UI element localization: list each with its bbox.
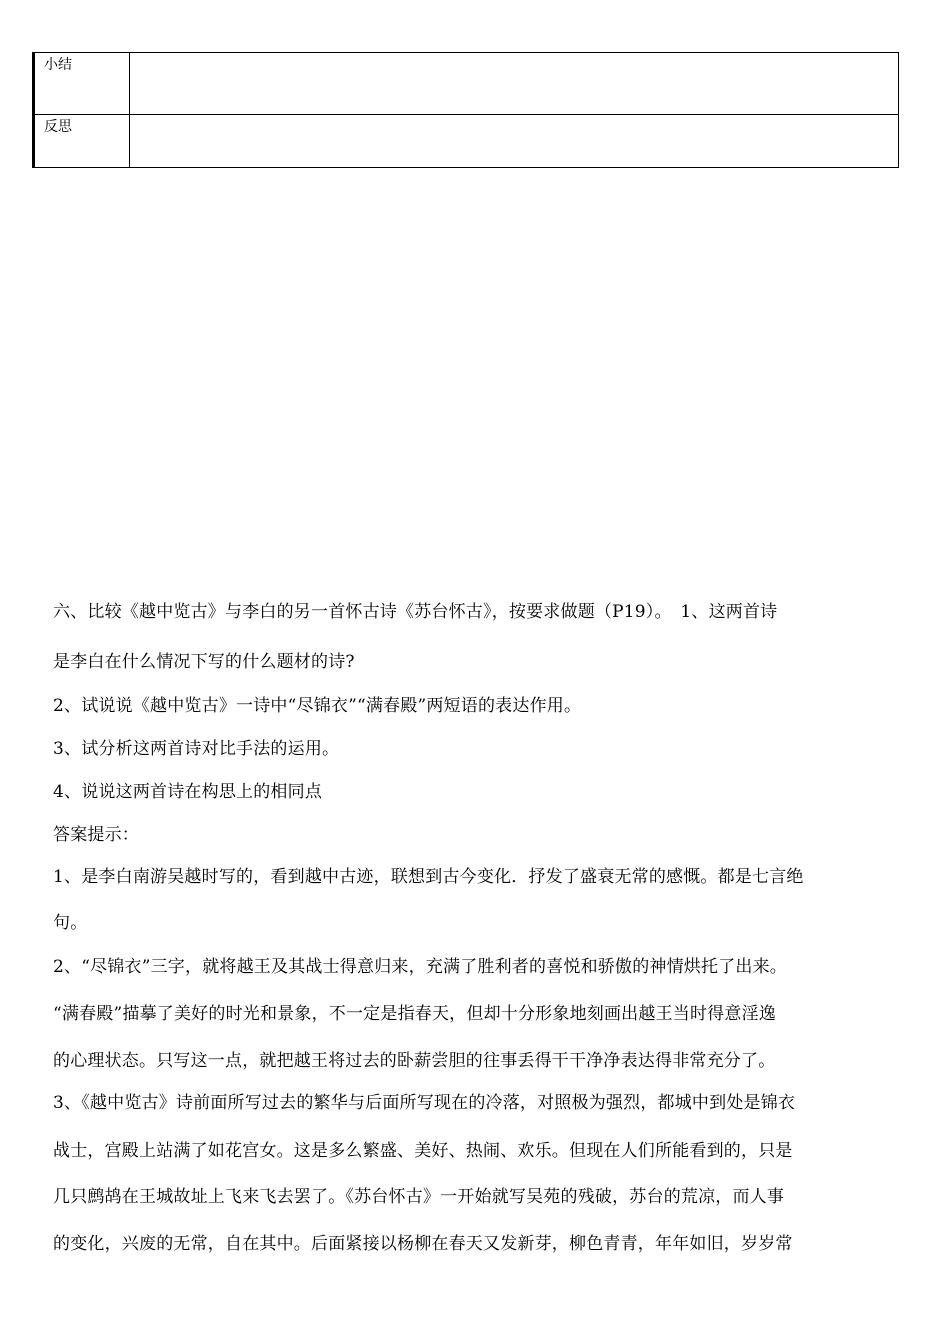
- text-line: 4、说说这两首诗在构思上的相同点: [53, 782, 323, 802]
- table-row-reflection: [34, 115, 899, 168]
- table-row-summary: [34, 53, 899, 115]
- summary-reflection-table: [32, 52, 899, 168]
- text-line: 的心理状态。只写这一点，就把越王将过去的卧薪尝胆的往事丢得干干净净表达得非常充分了。: [53, 1051, 776, 1071]
- text-line: “满春殿”描摹了美好的时光和景象，不一定是指春天，但却十分形象地刻画出越王当时得意淫逸: [53, 1004, 776, 1024]
- text-line: 的变化，兴废的无常，自在其中。后面紧接以杨柳在春天又发新芽，柳色青青，年年如旧，岁岁常: [53, 1234, 793, 1254]
- summary-cell: [130, 53, 899, 115]
- text-line: 是李白在什么情况下写的什么题材的诗?: [53, 652, 355, 672]
- text-line: 2、试说说《越中览古》一诗中“尽锦衣”“满春殿”两短语的表达作用。: [53, 696, 582, 716]
- text-line: 答案提示：: [53, 825, 139, 845]
- text-line: 3、《越中览古》诗前面所写过去的繁华与后面所写现在的冷落，对照极为强烈，都城中到处是锦衣: [53, 1093, 796, 1113]
- reflection-cell: [130, 115, 899, 168]
- text-line: 1、是李白南游吴越时写的，看到越中古迹，联想到古今变化．抒发了盛衰无常的感慨。都是七言绝: [53, 867, 804, 887]
- summary-label: 小结: [34, 53, 130, 115]
- text-line: 几只鹧鸪在王城故址上飞来飞去罢了。《苏台怀古》一开始就写吴苑的残破，苏台的荒凉，而人事: [53, 1187, 785, 1207]
- text-line: 句。: [53, 913, 88, 933]
- text-line: 3、试分析这两首诗对比手法的运用。: [53, 739, 340, 759]
- text-line: 2、“尽锦衣”三字，就将越王及其战士得意归来，充满了胜利者的喜悦和骄傲的神情烘托了出来。: [53, 957, 787, 977]
- text-line: 六、比较《越中览古》与李白的另一首怀古诗《苏台怀古》，按要求做题（P19）。 1、这两首诗: [53, 602, 778, 622]
- text-line: 战士，宫殿上站满了如花宫女。这是多么繁盛、美好、热闹、欢乐。但现在人们所能看到的，只是: [53, 1141, 793, 1161]
- reflection-label: 反思: [34, 115, 130, 168]
